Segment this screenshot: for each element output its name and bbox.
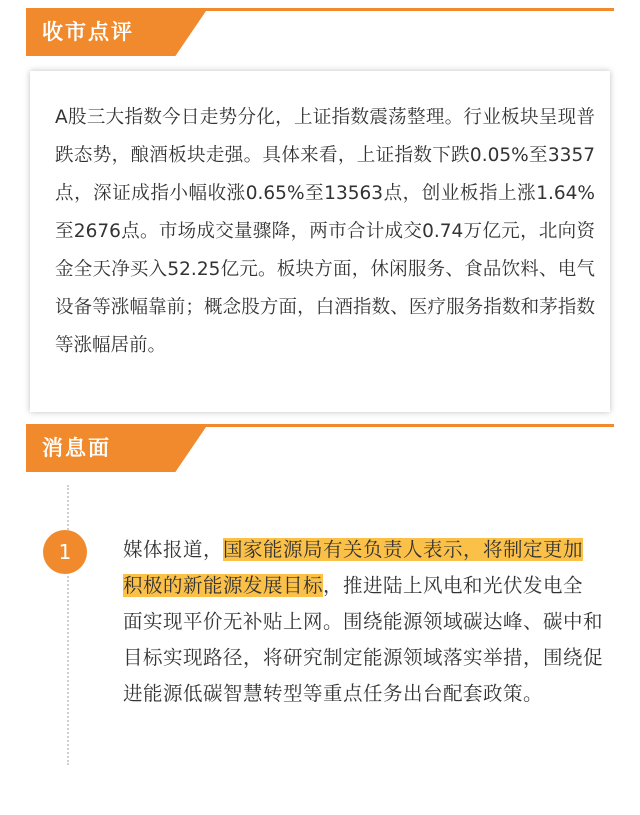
news-section-title: 消息面 xyxy=(42,436,111,460)
news-number-badge: 1 xyxy=(43,530,87,574)
timeline-line xyxy=(67,485,69,765)
summary-section-header xyxy=(26,8,614,56)
summary-section-title: 收市点评 xyxy=(42,20,134,44)
summary-card xyxy=(30,71,610,412)
news-rest: ，推进陆上风电和光伏发电全面实现平价无补贴上网。围绕能源领域碳达峰、碳中和目标实现路径，将研究制定能源领域落实举措，围绕促进能源低碳智慧转型等重点任务出台配套政策。 xyxy=(123,574,604,705)
news-item xyxy=(123,532,603,712)
header-divider xyxy=(26,8,614,11)
header-divider xyxy=(26,424,614,427)
summary-paragraph: A股三大指数今日走势分化，上证指数震荡整理。行业板块呈现普跌态势，酿酒板块走强。具体来看，上证指数下跌0.05%至3357点，深证成指小幅收涨0.65%至13563点，创业板指上涨1.64%至2676点。市场成交量骤降，两市合计成交0.74万亿元，北向资金全天净买入52.25亿元。板块方面，休闲服务、食品饮料、电气设备等涨幅靠前；概念股方面，白酒指数、医疗服务指数和茅指数等涨幅居前。 xyxy=(55,107,595,356)
news-intro: 媒体报道， xyxy=(123,538,224,561)
news-highlight: 国家能源局有关负责人表示，将制定更加积极的新能源发展目标 xyxy=(123,538,584,597)
news-section-header xyxy=(26,424,614,472)
